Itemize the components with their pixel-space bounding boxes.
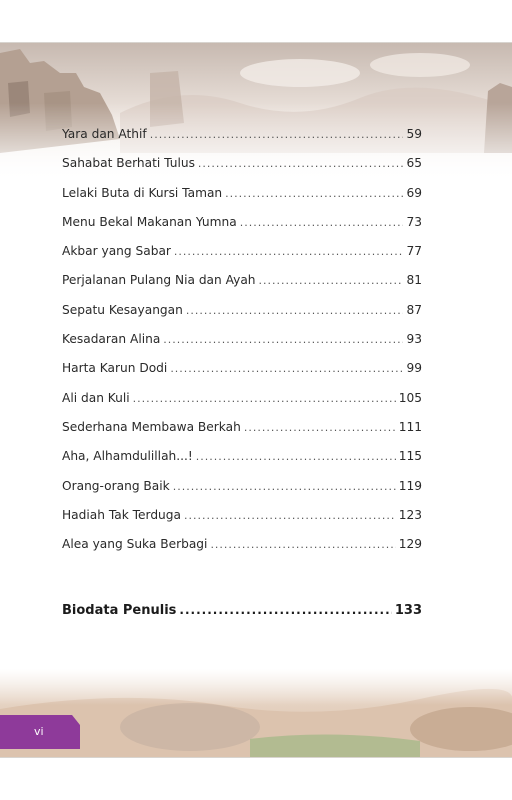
toc-leader-dots: [259, 274, 404, 287]
toc-leader-dots: [225, 187, 403, 200]
toc-entry[interactable]: [62, 508, 422, 537]
toc-entry-page: 81: [406, 273, 422, 288]
toc-entry[interactable]: [62, 361, 422, 390]
toc-leader-dots: [186, 304, 404, 317]
toc-entry-title: Yara dan Athif: [62, 127, 147, 141]
toc-leader-dots: [133, 392, 396, 405]
toc-entry[interactable]: [62, 273, 422, 302]
table-of-contents: [62, 127, 422, 566]
toc-entry-title: Harta Karun Dodi: [62, 361, 168, 376]
toc-entry[interactable]: [62, 303, 422, 332]
toc-entry-page: 93: [406, 332, 422, 347]
toc-entry-title: Ali dan Kuli: [62, 390, 130, 405]
toc-entry-title: Hadiah Tak Terduga: [62, 507, 181, 522]
toc-leader-dots: [150, 128, 404, 141]
toc-entry-title: Aha, Alhamdulillah...!: [62, 449, 193, 464]
toc-entry-page: 65: [406, 156, 422, 171]
toc-entry[interactable]: [62, 449, 422, 478]
toc-entry-title: Kesadaran Alina: [62, 332, 161, 347]
toc-biodata-page: 133: [394, 603, 422, 618]
toc-entry[interactable]: [62, 332, 422, 361]
toc-entry-title: Sahabat Berhati Tulus: [62, 156, 195, 171]
toc-leader-dots: [240, 216, 404, 229]
toc-leader-dots: [170, 362, 403, 375]
toc-entry-page: 77: [406, 244, 422, 259]
toc-entry[interactable]: [62, 156, 422, 185]
toc-leader-dots: [173, 480, 396, 493]
toc-entry[interactable]: [62, 537, 422, 566]
toc-entry-title: Akbar yang Sabar: [62, 244, 171, 259]
toc-leader-dots: [163, 333, 403, 346]
toc-entry[interactable]: [62, 244, 422, 273]
toc-entry-page: 87: [406, 302, 422, 317]
book-page: [0, 42, 512, 758]
toc-entry-title: Sepatu Kesayangan: [62, 302, 183, 317]
toc-leader-dots: [210, 538, 395, 551]
toc-entry-page: 59: [406, 127, 422, 141]
toc-entry[interactable]: [62, 186, 422, 215]
toc-leader-dots: [184, 509, 396, 522]
toc-entry-page: 123: [398, 507, 422, 522]
toc-entry-page: 69: [406, 185, 422, 200]
page-number: vi: [34, 725, 44, 738]
toc-entry-biodata[interactable]: [62, 603, 422, 618]
toc-leader-dots: [198, 157, 404, 170]
toc-entry-title: Sederhana Membawa Berkah: [62, 419, 241, 434]
toc-entry-page: 73: [406, 214, 422, 229]
toc-entry-page: 99: [406, 361, 422, 376]
toc-entry[interactable]: [62, 391, 422, 420]
toc-entry[interactable]: [62, 215, 422, 244]
toc-entry[interactable]: [62, 127, 422, 156]
toc-entry-title: Orang-orang Baik: [62, 478, 170, 493]
toc-leader-dots: [196, 450, 396, 463]
toc-entry-page: 119: [398, 478, 422, 493]
toc-leader-dots: [179, 603, 391, 617]
toc-leader-dots: [174, 245, 404, 258]
toc-entry-title: Alea yang Suka Berbagi: [62, 537, 208, 552]
toc-entry-title: Perjalanan Pulang Nia dan Ayah: [62, 273, 256, 288]
toc-entry-page: 115: [398, 449, 422, 464]
toc-entry-title: Lelaki Buta di Kursi Taman: [62, 185, 223, 200]
toc-entry-page: 129: [398, 537, 422, 552]
toc-entry-page: 105: [398, 390, 422, 405]
toc-leader-dots: [244, 421, 396, 434]
toc-entry[interactable]: [62, 479, 422, 508]
toc-biodata-title: Biodata Penulis: [62, 603, 177, 618]
toc-entry-page: 111: [398, 419, 422, 434]
toc-entry[interactable]: [62, 420, 422, 449]
toc-entry-title: Menu Bekal Makanan Yumna: [62, 214, 237, 229]
